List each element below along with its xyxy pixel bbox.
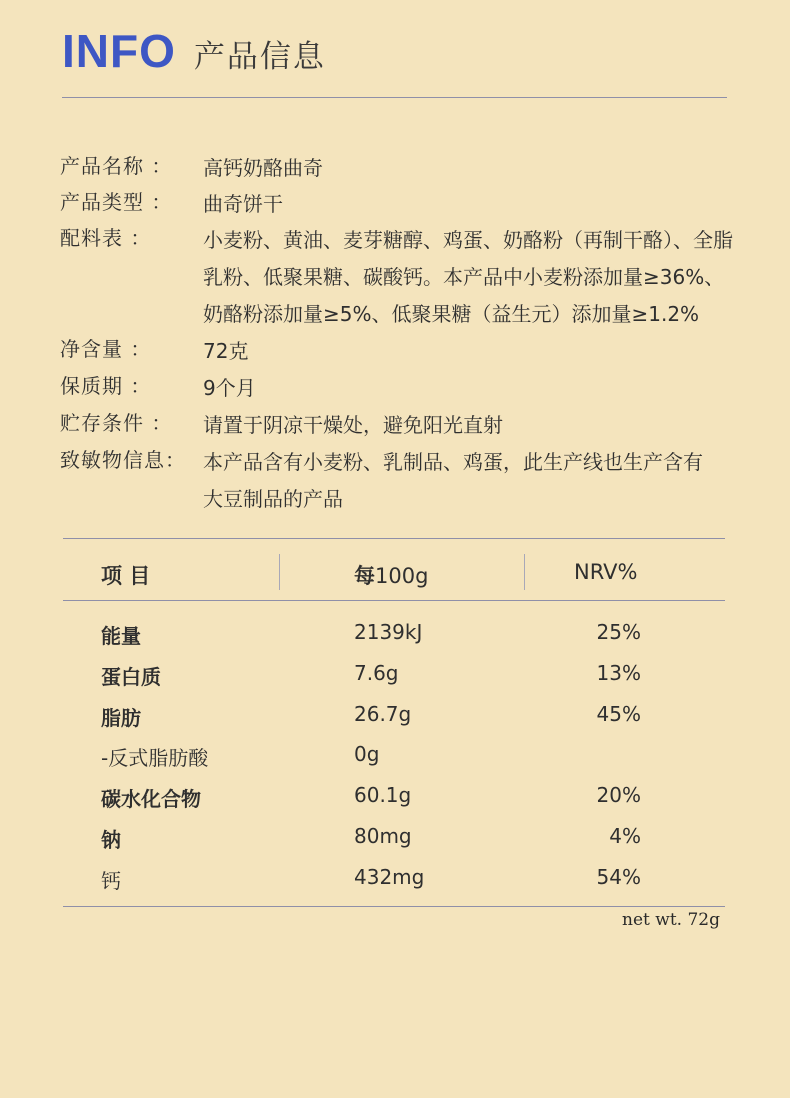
nutrient-nrv: 13% bbox=[596, 661, 641, 685]
column-divider bbox=[524, 554, 525, 590]
product-info bbox=[60, 150, 740, 518]
table-row bbox=[63, 702, 725, 740]
table-row bbox=[63, 742, 725, 780]
info-label: 净含量 ： bbox=[60, 337, 152, 361]
table-row bbox=[63, 620, 725, 658]
info-value-line: 本产品含有小麦粉、乳制品、鸡蛋，此生产线也生产含有 bbox=[203, 450, 703, 474]
page-title-en: INFO bbox=[62, 25, 176, 77]
column-header-per bbox=[354, 560, 428, 590]
nutrient-name: 碳水化合物 bbox=[101, 787, 201, 811]
nutrient-name: 能量 bbox=[101, 624, 141, 648]
nutrient-name: 脂肪 bbox=[101, 706, 141, 730]
table-row bbox=[63, 865, 725, 903]
info-value-line: 乳粉、低聚果糖、碳酸钙。本产品中小麦粉添加量≥36%、 bbox=[203, 265, 725, 289]
nutrient-nrv: 45% bbox=[596, 702, 641, 726]
info-label: 致敏物信息： bbox=[60, 448, 186, 472]
column-divider bbox=[279, 554, 280, 590]
nutrient-name: 钙 bbox=[101, 869, 121, 893]
info-label: 产品名称 ： bbox=[60, 154, 173, 178]
table-row bbox=[63, 783, 725, 821]
nutrient-nrv: 25% bbox=[596, 620, 641, 644]
nutrient-name: -反式脂肪酸 bbox=[101, 746, 209, 770]
info-value: 高钙奶酪曲奇 bbox=[203, 156, 323, 180]
table-bottom-rule bbox=[63, 906, 725, 907]
info-value-line: 大豆制品的产品 bbox=[203, 487, 343, 511]
info-value: 9个月 bbox=[203, 376, 256, 400]
nutrient-value: 26.7g bbox=[354, 702, 412, 726]
info-label: 贮存条件 ： bbox=[60, 411, 173, 435]
info-value-line: 小麦粉、黄油、麦芽糖醇、鸡蛋、奶酪粉（再制干酪）、全脂 bbox=[203, 228, 733, 252]
info-row-type bbox=[60, 186, 740, 222]
column-header-per-unit: 100g bbox=[375, 564, 429, 588]
header-bottom-rule bbox=[63, 600, 725, 601]
column-header-per-bold: 每 bbox=[354, 564, 375, 588]
info-value: 请置于阴凉干燥处，避免阳光直射 bbox=[203, 413, 503, 437]
nutrient-value: 60.1g bbox=[354, 783, 412, 807]
info-label: 产品类型 ： bbox=[60, 190, 173, 214]
info-row-storage bbox=[60, 407, 740, 444]
info-row-shelf bbox=[60, 370, 740, 407]
info-row-ingredients bbox=[60, 222, 740, 333]
info-value: 曲奇饼干 bbox=[203, 192, 283, 216]
nutrient-value: 2139kJ bbox=[354, 620, 423, 644]
nutrient-value: 432mg bbox=[354, 865, 425, 889]
nutrient-name: 蛋白质 bbox=[101, 665, 161, 689]
page-header bbox=[62, 24, 326, 78]
nutrient-nrv: 20% bbox=[596, 783, 641, 807]
info-value: 72克 bbox=[203, 339, 249, 363]
nutrient-value: 7.6g bbox=[354, 661, 399, 685]
nutrient-value: 0g bbox=[354, 742, 380, 766]
info-row-allergen bbox=[60, 444, 740, 518]
column-header-nrv: NRV% bbox=[574, 560, 638, 584]
table-row bbox=[63, 824, 725, 862]
info-row-name bbox=[60, 150, 740, 186]
column-header-item: 项 目 bbox=[101, 564, 151, 588]
info-label: 保质期 ： bbox=[60, 374, 152, 398]
table-top-rule bbox=[63, 538, 725, 539]
net-weight: net wt. 72g bbox=[622, 910, 720, 930]
header-divider bbox=[62, 97, 727, 98]
nutrient-value: 80mg bbox=[354, 824, 412, 848]
info-label: 配料表 ： bbox=[60, 226, 152, 250]
nutrient-name: 钠 bbox=[101, 828, 121, 852]
nutrient-nrv: 4% bbox=[609, 824, 641, 848]
table-row bbox=[63, 661, 725, 699]
info-value-line: 奶酪粉添加量≥5%、低聚果糖（益生元）添加量≥1.2% bbox=[203, 302, 700, 326]
info-row-net bbox=[60, 333, 740, 370]
page-title-cn: 产品信息 bbox=[193, 39, 326, 75]
nutrient-nrv: 54% bbox=[596, 865, 641, 889]
